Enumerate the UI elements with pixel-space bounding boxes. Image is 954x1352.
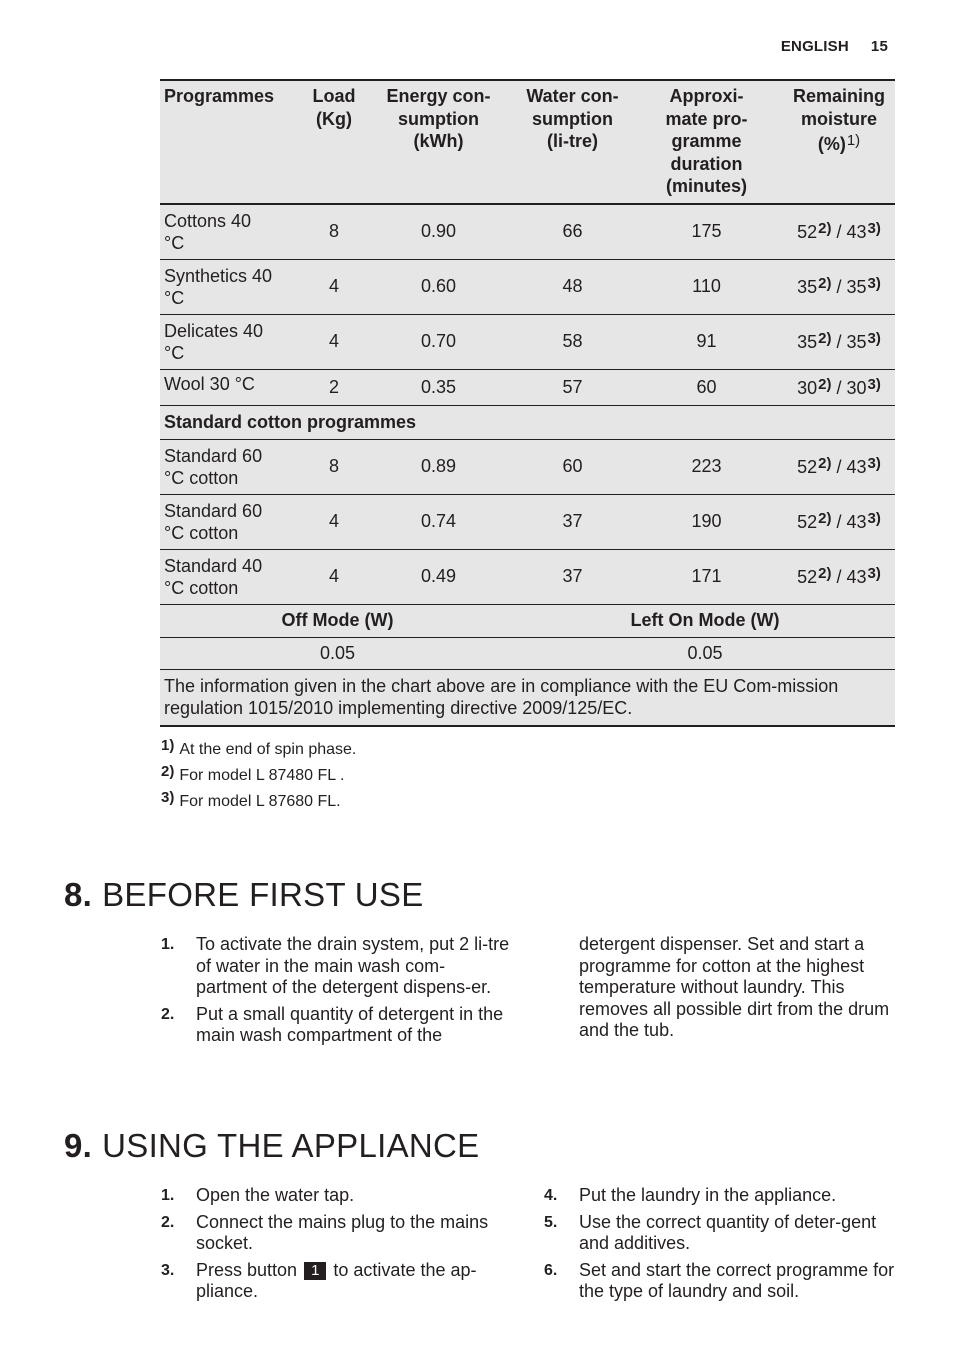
table-row bbox=[160, 494, 895, 549]
power-button-label: 1 bbox=[304, 1262, 326, 1280]
cell-duration: 190 bbox=[630, 494, 783, 549]
cell-water: 48 bbox=[515, 259, 630, 314]
footnotes bbox=[161, 733, 356, 811]
cell-load: 8 bbox=[306, 439, 362, 494]
cell-water: 60 bbox=[515, 439, 630, 494]
col-header-energy: Energy con-sumption (kWh) bbox=[362, 80, 515, 204]
list-item: 2. Put a small quantity of detergent in the main wash compartment of the bbox=[161, 1003, 504, 1045]
table-row bbox=[160, 259, 895, 314]
footnote: $^{3)}$ For model L 87680 FL. bbox=[161, 789, 341, 810]
language-label: ENGLISH bbox=[780, 38, 849, 55]
cell-duration: 223 bbox=[630, 439, 783, 494]
col-header-load: Load (Kg) bbox=[306, 80, 362, 204]
cell-moisture: 52$^{2)}$ / 43$^{3)}$ bbox=[783, 549, 895, 604]
cell-duration: 110 bbox=[630, 259, 783, 314]
cell-load: 4 bbox=[306, 314, 362, 369]
page-header bbox=[781, 38, 888, 55]
section-row bbox=[160, 405, 895, 439]
cell-programme: Wool 30 °C bbox=[160, 369, 306, 405]
table-row bbox=[160, 439, 895, 494]
list-item-continuation: detergent dispenser. Set and start a programme for cotton at the highest temperature without laundry. This removes all possible dirt from the drum and the tub. bbox=[579, 934, 890, 1040]
cell-duration: 91 bbox=[630, 314, 783, 369]
cell-water: 66 bbox=[515, 204, 630, 259]
section-9-title: 9. USING THE APPLIANCE bbox=[64, 1127, 480, 1164]
list-item: 2. Connect the mains plug to the mains socket. bbox=[161, 1211, 489, 1253]
list-item: 4. Put the laundry in the appliance. bbox=[544, 1185, 837, 1205]
section-9-left-column bbox=[161, 1185, 516, 1308]
table-row bbox=[160, 314, 895, 369]
cell-water: 37 bbox=[515, 549, 630, 604]
cell-moisture: 52$^{2)}$ / 43$^{3)}$ bbox=[783, 494, 895, 549]
section-9-right-column bbox=[544, 1185, 899, 1308]
section-label: Standard cotton programmes bbox=[160, 405, 895, 439]
cell-programme: Standard 40 °C cotton bbox=[160, 549, 306, 604]
cell-moisture: 52$^{2)}$ / 43$^{3)}$ bbox=[783, 204, 895, 259]
table-row bbox=[160, 204, 895, 259]
cell-programme: Synthetics 40 °C bbox=[160, 259, 306, 314]
list-item: 5. Use the correct quantity of deter-gent and additives. bbox=[544, 1211, 877, 1253]
cell-duration: 171 bbox=[630, 549, 783, 604]
col-header-water: Water con-sumption (li-tre) bbox=[515, 80, 630, 204]
cell-moisture: 35$^{2)}$ / 35$^{3)}$ bbox=[783, 259, 895, 314]
mode-value-row bbox=[160, 637, 895, 669]
cell-programme: Standard 60 °C cotton bbox=[160, 439, 306, 494]
cell-load: 4 bbox=[306, 494, 362, 549]
off-mode-value: 0.05 bbox=[160, 637, 515, 669]
cell-load: 2 bbox=[306, 369, 362, 405]
cell-energy: 0.89 bbox=[362, 439, 515, 494]
table-row bbox=[160, 369, 895, 405]
compliance-note-row bbox=[160, 669, 895, 726]
cell-moisture: 30$^{2)}$ / 30$^{3)}$ bbox=[783, 369, 895, 405]
cell-load: 8 bbox=[306, 204, 362, 259]
cell-energy: 0.90 bbox=[362, 204, 515, 259]
cell-energy: 0.35 bbox=[362, 369, 515, 405]
left-on-mode-value: 0.05 bbox=[515, 637, 895, 669]
list-item: 1. To activate the drain system, put 2 li-tre of water in the main wash com-partment of the detergent dispens-er. bbox=[161, 934, 510, 997]
off-mode-label: Off Mode (W) bbox=[160, 604, 515, 637]
cell-energy: 0.60 bbox=[362, 259, 515, 314]
compliance-note: The information given in the chart above are in compliance with the EU Com-mission regulation 1015/2010 implementing directive 2009/125/EC. bbox=[160, 669, 895, 726]
cell-water: 58 bbox=[515, 314, 630, 369]
cell-moisture: 35$^{2)}$ / 35$^{3)}$ bbox=[783, 314, 895, 369]
cell-water: 57 bbox=[515, 369, 630, 405]
cell-load: 4 bbox=[306, 259, 362, 314]
left-on-mode-label: Left On Mode (W) bbox=[515, 604, 895, 637]
col-header-duration: Approxi-mate pro-gramme duration (minutes) bbox=[630, 80, 783, 204]
cell-energy: 0.70 bbox=[362, 314, 515, 369]
list-item: 6. Set and start the correct programme for the type of laundry and soil. bbox=[544, 1259, 895, 1301]
cell-energy: 0.49 bbox=[362, 549, 515, 604]
list-item: 3. Press button 1 to activate the ap-pliance. bbox=[161, 1259, 477, 1301]
section-8-right-column bbox=[579, 934, 897, 1042]
col-header-programmes: Programmes bbox=[160, 80, 306, 204]
cell-duration: 60 bbox=[630, 369, 783, 405]
section-8-title: 8. BEFORE FIRST USE bbox=[64, 876, 424, 913]
cell-programme: Standard 60 °C cotton bbox=[160, 494, 306, 549]
cell-load: 4 bbox=[306, 549, 362, 604]
footnote: $^{2)}$ For model L 87480 FL . bbox=[161, 763, 345, 784]
list-item: 1. Open the water tap. bbox=[161, 1185, 355, 1205]
page-number: 15 bbox=[870, 38, 888, 55]
cell-duration: 175 bbox=[630, 204, 783, 259]
cell-programme: Delicates 40 °C bbox=[160, 314, 306, 369]
section-8-left-column bbox=[161, 934, 516, 1052]
cell-energy: 0.74 bbox=[362, 494, 515, 549]
table-header-row bbox=[160, 80, 895, 204]
cell-water: 37 bbox=[515, 494, 630, 549]
cell-programme: Cottons 40 °C bbox=[160, 204, 306, 259]
cell-moisture: 52$^{2)}$ / 43$^{3)}$ bbox=[783, 439, 895, 494]
col-header-moisture: Remaining moisture (%)$^{1)}$ bbox=[783, 80, 895, 204]
table-row bbox=[160, 549, 895, 604]
consumption-table bbox=[160, 79, 895, 727]
footnote: $^{1)}$ At the end of spin phase. bbox=[161, 737, 357, 758]
mode-header-row bbox=[160, 604, 895, 637]
